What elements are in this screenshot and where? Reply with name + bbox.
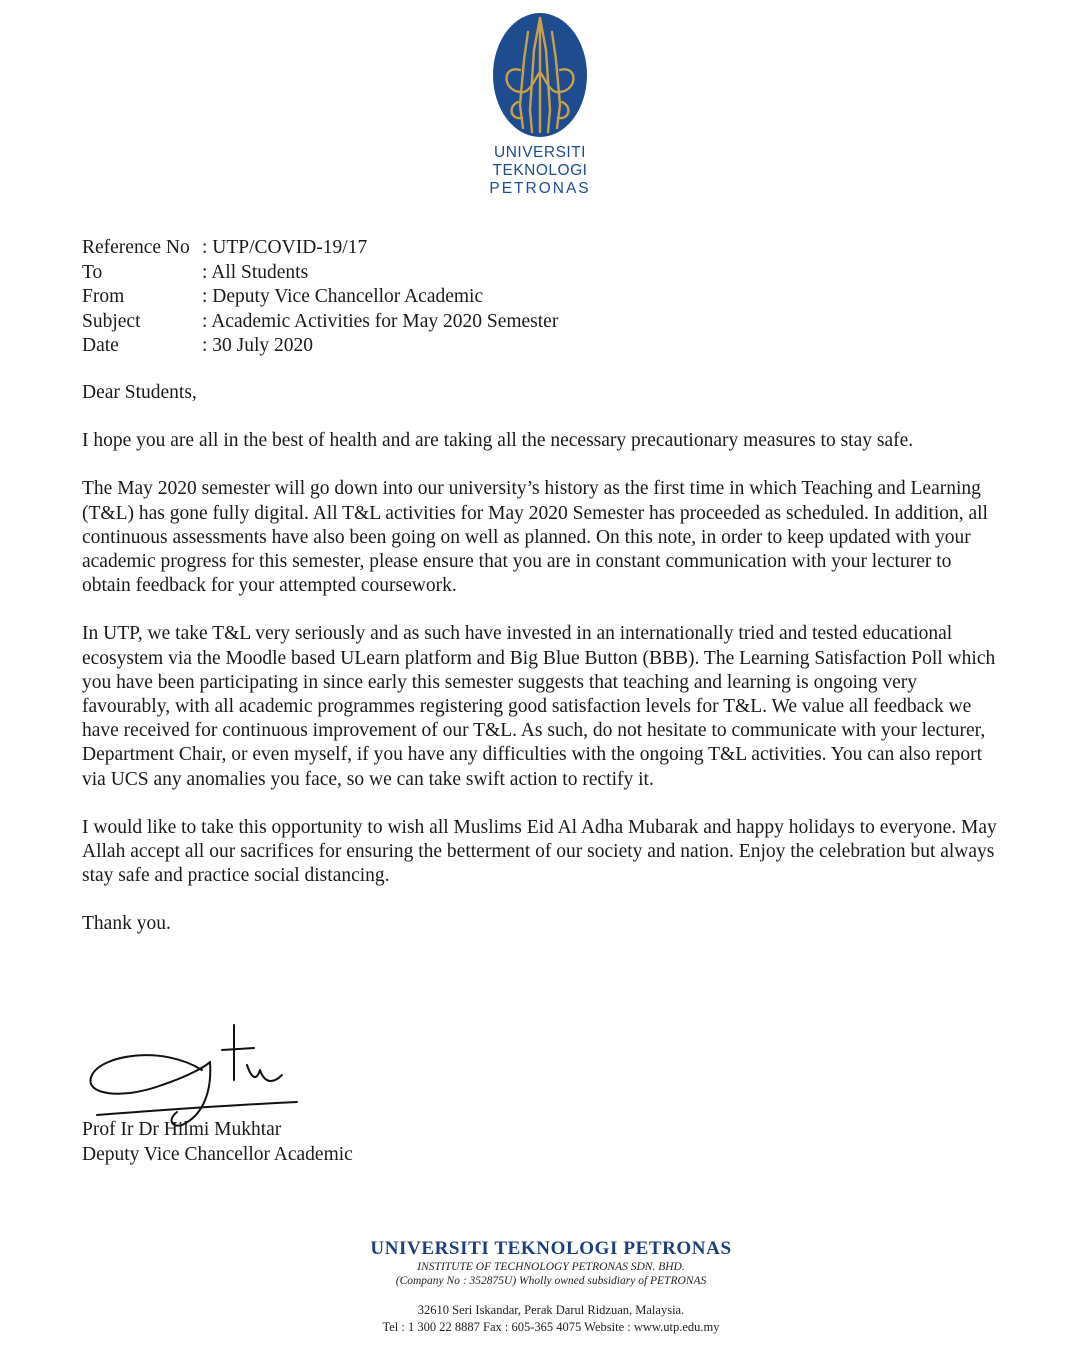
- to-label: To: [82, 261, 103, 283]
- letter-body: [82, 381, 1002, 961]
- date-value: : 30 July 2020: [202, 335, 314, 356]
- logo-wordmark: [0, 144, 1080, 198]
- salutation: Dear Students,: [82, 382, 197, 403]
- footer-subtitle-1: INSTITUTE OF TECHNOLOGY PETRONAS SDN. BHD.: [417, 1261, 685, 1273]
- reference-value: : UTP/COVID-19/17: [202, 237, 368, 258]
- signatory-block: [82, 1118, 353, 1167]
- letterhead: [0, 10, 1080, 198]
- logo-line-3: PETRONAS: [489, 180, 591, 197]
- to-value: : All Students: [202, 261, 309, 283]
- subject-label: Subject: [82, 310, 141, 332]
- paragraph-1: I hope you are all in the best of health and are taking all the necessary precautionary measures to stay safe.: [82, 430, 914, 452]
- closing: Thank you.: [82, 913, 171, 935]
- logo-line-2: TEKNOLOGI: [492, 162, 588, 179]
- date-label: Date: [82, 335, 119, 356]
- paragraph-3: In UTP, we take T&L very seriously and as such have invested in an internationally tried and tested educational ecosystem via the Moodle based ULearn platform and Big Blue Button (BBB). The Learning Satisfaction Poll which you have been participating in since early this semester suggests that teaching and learning is ongoing very favourably, with all academic programmes registering good satisfaction levels for T&L. We value all feedback we have received for continuous improvement of our T&L. As such, do not hesitate to communicate with your lecturer, Department Chair, or even myself, if you have any difficulties with the ongoing T&L activities. You can also report via UCS any anomalies you face, so we can take swift action to rectify it.: [82, 623, 996, 790]
- letterhead-footer: [0, 1238, 1080, 1336]
- memo-row-to: [82, 261, 558, 286]
- memo-row-date: [82, 334, 558, 359]
- signatory-name: Prof Ir Dr Hilmi Mukhtar: [82, 1119, 282, 1140]
- footer-subtitle-2: (Company No : 352875U) Wholly owned subsidiary of PETRONAS: [395, 1275, 707, 1287]
- memo-header: [82, 236, 558, 359]
- utp-logo-emblem: [490, 10, 590, 140]
- subject-value: : Academic Activities for May 2020 Semester: [202, 310, 559, 332]
- footer-address: 32610 Seri Iskandar, Perak Darul Ridzuan, Malaysia.: [417, 1303, 685, 1317]
- memo-row-reference: [82, 236, 558, 261]
- paragraph-2: The May 2020 semester will go down into our university’s history as the first time in which Teaching and Learning (T&L) has gone fully digital. All T&L activities for May 2020 Semester has proceeded as scheduled. In addition, all continuous assessments have also been going on well as planned. On this note, in order to keep updated with your academic progress for this semester, please ensure that you are in constant communication with your lecturer to obtain feedback for your attempted coursework.: [82, 478, 988, 597]
- reference-label: Reference No: [82, 237, 190, 258]
- from-value: : Deputy Vice Chancellor Academic: [202, 286, 484, 307]
- memo-row-subject: [82, 310, 558, 335]
- logo-line-1: UNIVERSITI: [494, 144, 586, 161]
- signatory-title: Deputy Vice Chancellor Academic: [82, 1143, 353, 1165]
- from-label: From: [82, 286, 125, 307]
- footer-contact: Tel : 1 300 22 8887 Fax : 605-365 4075 Website : www.utp.edu.my: [382, 1320, 720, 1334]
- paragraph-4: I would like to take this opportunity to wish all Muslims Eid Al Adha Mubarak and happy holidays to everyone. May Allah accept all our sacrifices for ensuring the betterment of our society and nation. Enjoy the celebration but always stay safe and practice social distancing.: [82, 816, 997, 887]
- handwritten-signature: [82, 1020, 322, 1130]
- memo-row-from: [82, 285, 558, 310]
- footer-org-name: UNIVERSITI TEKNOLOGI PETRONAS: [370, 1238, 732, 1259]
